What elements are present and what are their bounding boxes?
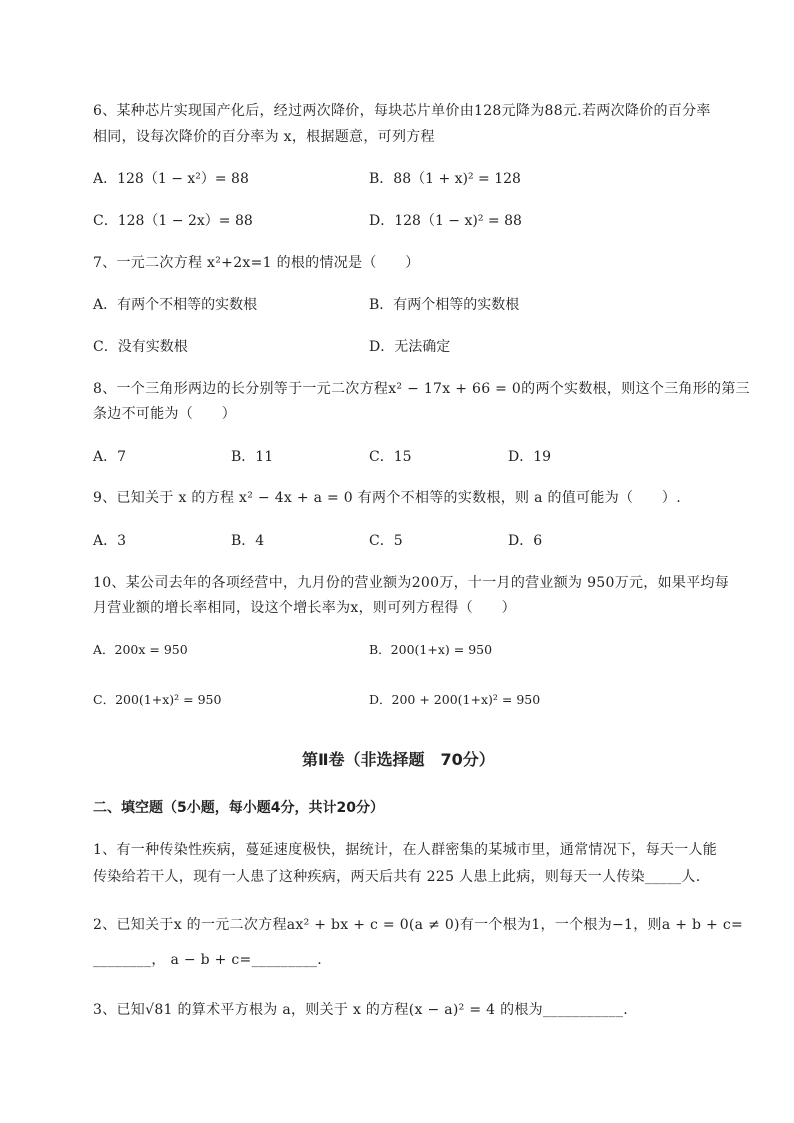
q10-option-a: A．200x = 950 bbox=[93, 642, 188, 657]
q10-option-b: B．200(1+x) = 950 bbox=[369, 642, 493, 657]
q6-option-a: A．128（1 − x²）= 88 bbox=[93, 171, 249, 187]
q8-stem-line2: 条边不可能为（ ） bbox=[93, 406, 236, 422]
q7-option-b: B．有两个相等的实数根 bbox=[369, 297, 520, 313]
f2-stem-line1: 2、已知关于x 的一元二次方程ax² + bx + c = 0(a ≠ 0)有一个根为1，一个根为−1，则a + b + c= bbox=[93, 917, 743, 933]
q8-option-a: A．7 bbox=[93, 449, 127, 465]
f2-stem-line2: ________， a − b + c=_________. bbox=[93, 952, 323, 968]
q6-option-c: C．128（1 − 2x）= 88 bbox=[93, 213, 253, 229]
q7-option-c: C．没有实数根 bbox=[93, 339, 188, 355]
q8-stem-line1: 8、一个三角形两边的长分别等于一元二次方程x² − 17x + 66 = 0的两个实数根，则这个三角形的第三 bbox=[93, 381, 750, 397]
q9-option-b: B．4 bbox=[231, 533, 265, 549]
q10-stem-line2: 月营业额的增长率相同，设这个增长率为x，则可列方程得（ ） bbox=[93, 600, 516, 616]
q6-option-d: D．128（1 − x)² = 88 bbox=[369, 213, 522, 229]
q8-option-b: B．11 bbox=[231, 449, 274, 465]
f1-stem-line2: 传染给若干人，现有一人患了这种疾病，两天后共有 225 人患上此病，则每天一人传染_____人. bbox=[93, 869, 701, 885]
part2-title: 第Ⅱ卷（非选择题 70分） bbox=[302, 750, 495, 769]
q8-option-d: D．19 bbox=[508, 449, 552, 465]
q8-option-c: C．15 bbox=[369, 449, 412, 465]
section-heading: 二、填空题（5小题，每小题4分，共计20分） bbox=[93, 800, 384, 816]
q9-stem: 9、已知关于 x 的方程 x² − 4x + a = 0 有两个不相等的实数根，则 a 的值可能为（ ）. bbox=[93, 490, 681, 506]
q9-option-c: C．5 bbox=[369, 533, 403, 549]
q10-stem-line1: 10、某公司去年的各项经营中，九月份的营业额为200万，十一月的营业额为 950万元，如果平均每 bbox=[93, 575, 730, 591]
q9-option-a: A．3 bbox=[93, 533, 127, 549]
f3-stem: 3、已知√81 的算术平方根为 a，则关于 x 的方程(x − a)² = 4 的根为___________. bbox=[93, 1002, 629, 1018]
q6-option-b: B．88（1 + x)² = 128 bbox=[369, 171, 521, 187]
q7-stem: 7、一元二次方程 x²+2x=1 的根的情况是（ ） bbox=[93, 255, 420, 271]
q10-option-d: D．200 + 200(1+x)² = 950 bbox=[369, 692, 541, 707]
q10-option-c: C．200(1+x)² = 950 bbox=[93, 692, 222, 707]
q7-option-a: A．有两个不相等的实数根 bbox=[93, 297, 258, 313]
q9-option-d: D．6 bbox=[508, 533, 543, 549]
q7-option-d: D．无法确定 bbox=[369, 339, 451, 355]
f1-stem-line1: 1、有一种传染性疾病，蔓延速度极快，据统计，在人群密集的某城市里，通常情况下，每天一人能 bbox=[93, 842, 718, 858]
q6-stem-line1: 6、某种芯片实现国产化后，经过两次降价，每块芯片单价由128元降为88元.若两次降价的百分率 bbox=[93, 103, 711, 119]
q6-stem-line2: 相同，设每次降价的百分率为 x，根据题意，可列方程 bbox=[93, 129, 435, 145]
